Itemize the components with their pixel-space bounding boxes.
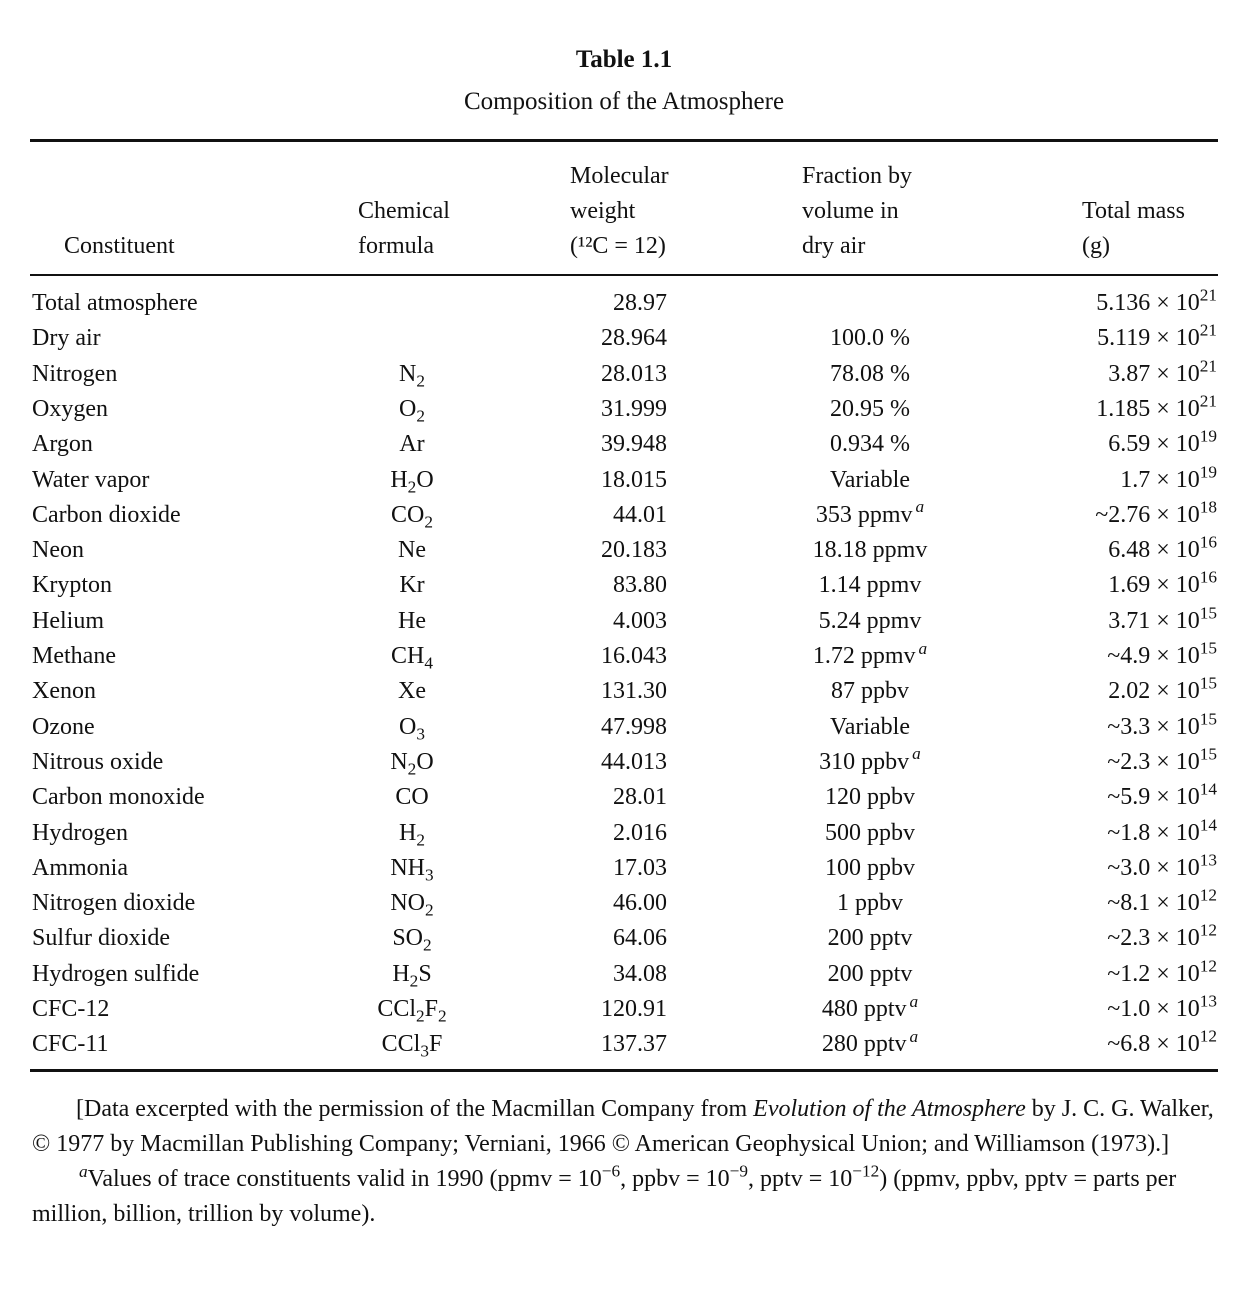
footnote-marker: a	[79, 1161, 88, 1181]
table-row	[0, 463, 1258, 498]
molecular-weight-cell: 131.30	[601, 678, 667, 705]
total-mass-cell: ~6.8 × $10^{12}$	[1107, 1026, 1217, 1058]
formula-cell: $H_2$	[399, 819, 425, 850]
table-row	[0, 851, 1258, 886]
table-row	[0, 957, 1258, 992]
fraction-cell: 280 pptv $^a$	[821, 1026, 919, 1058]
constituent-cell: Hydrogen sulfide	[32, 960, 200, 987]
molecular-weight-cell: 31.999	[601, 395, 667, 422]
constituent-cell: CFC-11	[32, 1031, 109, 1058]
formula-cell: $N_2$	[399, 360, 425, 391]
formula-cell: $CO_2$	[391, 501, 433, 532]
table-row	[0, 286, 1258, 321]
molecular-weight-cell: 34.08	[613, 960, 667, 987]
total-mass-cell: $3.87 \times 10^{21}$	[1108, 356, 1217, 387]
formula-cell: $O_3$	[399, 713, 425, 744]
constituent-cell: Nitrogen	[32, 360, 118, 387]
footnote-ref: a	[909, 991, 919, 1011]
molecular-weight-cell: 64.06	[613, 925, 667, 952]
constituent-cell: Carbon dioxide	[32, 501, 181, 528]
footnote-ref: a	[915, 497, 925, 517]
constituent-cell: Total atmosphere	[32, 290, 198, 316]
total-mass-cell: $5.136 \times 10^{21}$	[1096, 285, 1217, 316]
molecular-weight-cell: 137.37	[601, 1031, 667, 1058]
table-row	[0, 321, 1258, 356]
molecular-weight-cell: 28.013	[601, 360, 667, 387]
constituent-cell: Xenon	[32, 678, 96, 705]
fraction-cell: 100.0 %	[830, 325, 910, 352]
fraction-cell: 200 pptv	[827, 960, 913, 987]
molecular-weight-cell: 28.97	[613, 290, 667, 316]
molecular-weight-cell: 18.015	[601, 466, 667, 493]
table-row	[0, 533, 1258, 568]
fraction-cell: 20.95 %	[830, 395, 910, 422]
constituent-cell: Water vapor	[32, 466, 150, 493]
total-mass-cell: $2.02 \times 10^{15}$	[1108, 673, 1217, 705]
formula-cell: $NH_3$	[390, 854, 434, 885]
formula-cell: CCl$_3$F	[381, 1031, 443, 1061]
total-mass-cell: ~1.0 × $10^{13}$	[1107, 991, 1217, 1022]
molecular-weight-cell: 44.013	[601, 748, 667, 775]
table-row	[0, 710, 1258, 745]
table-label: Table 1.1	[575, 46, 673, 73]
total-mass-cell: ~5.9 × $10^{14}$	[1107, 779, 1217, 811]
fraction-cell: 480 pptv $^a$	[821, 991, 919, 1022]
fraction-cell: 1.14 ppmv	[818, 572, 922, 599]
fraction-cell: 5.24 ppmv	[818, 607, 922, 634]
molecular-weight-cell: 28.01	[613, 784, 667, 811]
formula-cell: He	[398, 607, 426, 634]
formula-cell: Ar	[399, 431, 425, 458]
constituent-cell: Nitrous oxide	[32, 748, 164, 775]
table-row	[0, 392, 1258, 427]
footnote-text: Values of trace constituents valid in 1990 (ppmv = $10^{-6}$, ppbv = $10^{-9}$, pptv = $10^{-12}$) (ppmv, ppbv, pptv = parts per million, billion, trillion by volume).	[32, 1161, 1177, 1227]
table-row	[0, 357, 1258, 392]
molecular-weight-cell: 39.948	[601, 431, 667, 458]
table-row	[0, 639, 1258, 674]
total-mass-cell: ~2.3 × $10^{12}$	[1107, 920, 1217, 952]
fraction-cell: 0.934 %	[830, 431, 910, 458]
molecular-weight-cell: 46.00	[613, 890, 667, 917]
fraction-cell: 120 ppbv	[825, 784, 915, 811]
constituent-cell: Methane	[32, 643, 116, 669]
total-mass-cell: $6.48 \times 10^{16}$	[1108, 532, 1217, 564]
fraction-cell: 200 pptv	[827, 925, 913, 952]
header-total-mass: Total mass (g)	[1082, 198, 1185, 259]
constituent-cell: Oxygen	[32, 395, 108, 422]
bottom-rule	[30, 1069, 1218, 1072]
header-molecular-weight: Molecular weight (¹²C = 12)	[570, 163, 669, 259]
table-row	[0, 886, 1258, 921]
constituent-cell: Carbon monoxide	[32, 784, 205, 811]
total-mass-cell: $6.59 \times 10^{19}$	[1108, 426, 1217, 458]
table-row	[0, 1027, 1258, 1062]
constituent-cell: Krypton	[32, 572, 112, 599]
formula-cell: $SO_2$	[392, 925, 432, 955]
formula-cell: $NO_2$	[390, 890, 434, 920]
constituent-cell: Dry air	[32, 325, 101, 352]
footnote-ref: a	[912, 744, 921, 764]
constituent-cell: Neon	[32, 537, 84, 564]
formula-cell: Ne	[398, 537, 426, 564]
total-mass-cell: ~2.3 × $10^{15}$	[1107, 744, 1217, 775]
table-row	[0, 816, 1258, 851]
table-row	[0, 674, 1258, 709]
molecular-weight-cell: 16.043	[601, 643, 667, 669]
fraction-cell: 78.08 %	[830, 360, 910, 387]
total-mass-cell: $1.7 \times 10^{19}$	[1120, 462, 1217, 493]
molecular-weight-cell: 2.016	[613, 819, 667, 846]
constituent-cell: Helium	[32, 607, 104, 634]
molecular-weight-cell: 120.91	[601, 996, 667, 1022]
footnote-ref: a	[909, 1026, 919, 1046]
total-mass-cell: ~8.1 × $10^{12}$	[1107, 885, 1217, 917]
source-note: [Data excerpted with the permission of the Macmillan Company from Evolution of the Atmosphere by J. C. G. Walker, © 1977 by Macmillan Publishing Company; Verniani, 1966 © American Geophysical Union; and Williamson (1973).]	[32, 1096, 1214, 1157]
total-mass-cell: $3.71 \times 10^{15}$	[1108, 603, 1217, 634]
formula-cell: $H_2O$	[390, 466, 434, 497]
formula-cell: $CH_4$	[391, 643, 433, 673]
fraction-cell: 353 ppmv $^a$	[815, 497, 925, 528]
fraction-cell: 87 ppbv	[831, 678, 909, 705]
table-row	[0, 992, 1258, 1027]
molecular-weight-cell: 44.01	[613, 501, 667, 528]
formula-cell: $N_2O$	[390, 748, 434, 779]
constituent-cell: Sulfur dioxide	[32, 925, 170, 952]
molecular-weight-cell: 83.80	[613, 572, 667, 599]
header-constituent: Constituent	[64, 233, 175, 259]
book-title: Evolution of the Atmosphere	[753, 1096, 1026, 1122]
formula-cell: $O_2$	[399, 395, 425, 426]
formula-cell: Kr	[399, 572, 425, 599]
constituent-cell: Ozone	[32, 713, 95, 740]
total-mass-cell: $1.69 \times 10^{16}$	[1108, 567, 1217, 599]
header-rule	[30, 274, 1218, 276]
footnote-ref: a	[918, 638, 928, 658]
fraction-cell: 500 ppbv	[825, 819, 915, 846]
table-row	[0, 604, 1258, 639]
constituent-cell: Hydrogen	[32, 819, 128, 846]
total-mass-cell: ~3.3 × $10^{15}$	[1107, 709, 1217, 740]
constituent-cell: Argon	[32, 431, 93, 458]
formula-cell: $CCl_2F_2$	[377, 996, 447, 1026]
molecular-weight-cell: 28.964	[601, 325, 667, 352]
fraction-cell: Variable	[830, 713, 910, 740]
total-mass-cell: $5.119 \times 10^{21}$	[1097, 320, 1217, 352]
fraction-cell: 1 ppbv	[837, 890, 903, 917]
total-mass-cell: ~2.76 × $10^{18}$	[1095, 497, 1217, 528]
fraction-cell: 100 ppbv	[825, 854, 915, 881]
constituent-cell: Ammonia	[32, 854, 128, 881]
total-mass-cell: ~1.8 × $10^{14}$	[1107, 815, 1217, 846]
molecular-weight-cell: 20.183	[601, 537, 667, 564]
constituent-cell: CFC-12	[32, 996, 110, 1022]
fraction-cell: Variable	[830, 466, 910, 493]
table-row	[0, 568, 1258, 603]
formula-cell: Xe	[398, 678, 426, 705]
total-mass-cell: ~3.0 × $10^{13}$	[1107, 850, 1217, 881]
header-formula: Chemical formula	[358, 198, 450, 259]
table-row	[0, 498, 1258, 533]
total-mass-cell: $1.185 \times 10^{21}$	[1096, 391, 1217, 422]
fraction-cell: 310 ppbv $^a$	[819, 744, 921, 775]
fraction-cell: 18.18 ppmv	[812, 537, 928, 564]
constituent-cell: Nitrogen dioxide	[32, 890, 196, 917]
table-notes	[32, 1092, 1222, 1232]
formula-cell: $H_2S$	[392, 960, 432, 991]
total-mass-cell: ~1.2 × $10^{12}$	[1107, 956, 1217, 987]
header-fraction: Fraction by volume in dry air	[802, 163, 912, 259]
molecular-weight-cell: 4.003	[613, 607, 667, 634]
molecular-weight-cell: 47.998	[601, 713, 667, 740]
fraction-cell: 1.72 ppmv $^a$	[812, 638, 928, 669]
formula-cell: CO	[395, 784, 429, 811]
table-row	[0, 427, 1258, 462]
table-caption: Composition of the Atmosphere	[463, 88, 785, 115]
footnote-a	[32, 1162, 1222, 1232]
top-rule	[30, 139, 1218, 142]
table-row	[0, 780, 1258, 815]
table-row	[0, 921, 1258, 956]
molecular-weight-cell: 17.03	[613, 854, 667, 881]
total-mass-cell: ~4.9 × $10^{15}$	[1107, 638, 1217, 669]
table-row	[0, 745, 1258, 780]
